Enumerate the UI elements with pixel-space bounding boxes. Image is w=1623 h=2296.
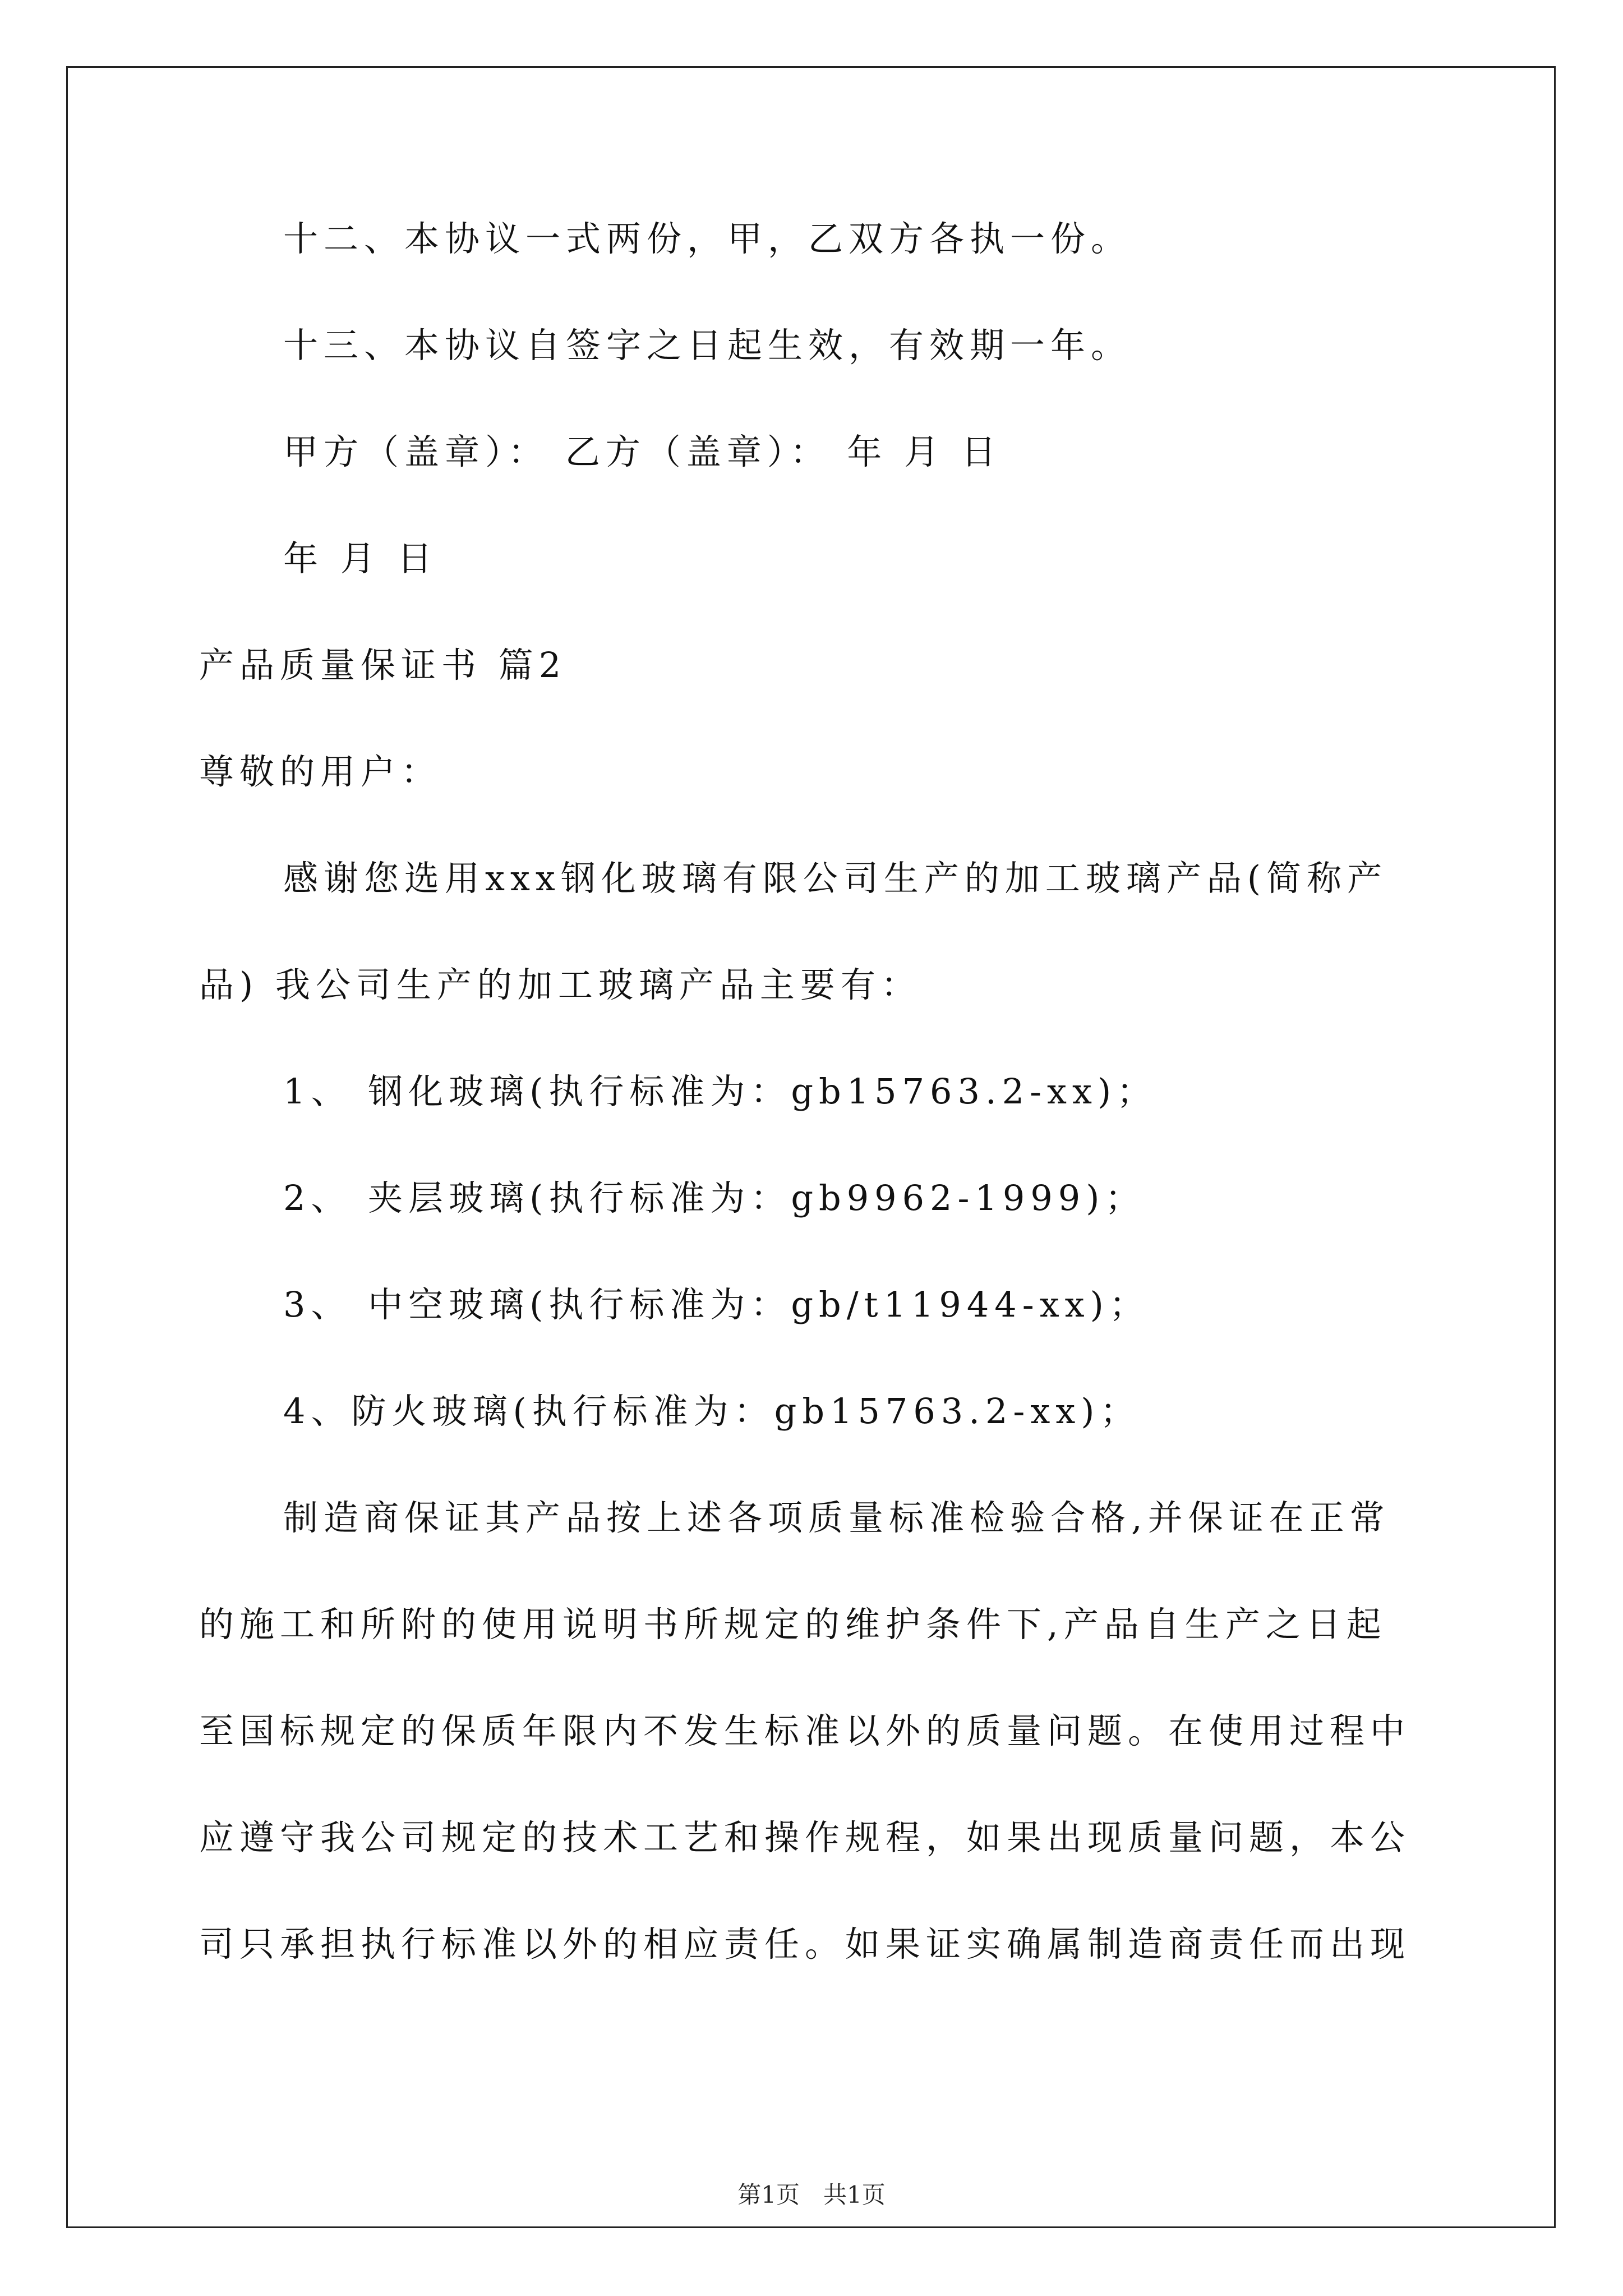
clause-13: 十三、本协议自签字之日起生效，有效期一年。	[283, 325, 1132, 366]
paragraph-line: 应遵守我公司规定的技术工艺和操作规程，如果出现质量问题，本公	[199, 1817, 1411, 1858]
page-footer: 第1页 共1页	[737, 2181, 886, 2208]
list-item: 2、 夹层玻璃(执行标准为：gb9962-1999)；	[283, 1177, 1146, 1218]
date-line: 年 月 日	[283, 538, 438, 579]
list-item: 3、 中空玻璃(执行标准为：gb/t11944-xx)；	[283, 1284, 1150, 1325]
list-item: 1、 钢化玻璃(执行标准为：gb15763.2-xx)；	[283, 1071, 1158, 1112]
paragraph-line: 制造商保证其产品按上述各项质量标准检验合格,并保证在正常	[283, 1497, 1390, 1538]
section-title: 产品质量保证书 篇2	[199, 645, 567, 685]
paragraph-line: 至国标规定的保质年限内不发生标准以外的质量问题。在使用过程中	[199, 1710, 1411, 1751]
clause-12: 十二、本协议一式两份，甲，乙双方各执一份。	[283, 218, 1132, 259]
list-item: 4、防火玻璃(执行标准为：gb15763.2-xx)；	[283, 1391, 1141, 1432]
paragraph-line: 感谢您选用xxx钢化玻璃有限公司生产的加工玻璃产品(简称产	[283, 858, 1388, 899]
salutation: 尊敬的用户：	[199, 751, 442, 792]
paragraph-line: 品) 我公司生产的加工玻璃产品主要有：	[199, 964, 921, 1005]
paragraph-line: 的施工和所附的使用说明书所规定的维护条件下,产品自生产之日起	[199, 1604, 1387, 1645]
signature-line: 甲方（盖章）： 乙方（盖章）： 年 月 日	[283, 431, 1002, 472]
page-border	[66, 66, 1556, 2228]
paragraph-line: 司只承担执行标准以外的相应责任。如果证实确属制造商责任而出现	[199, 1924, 1411, 1964]
